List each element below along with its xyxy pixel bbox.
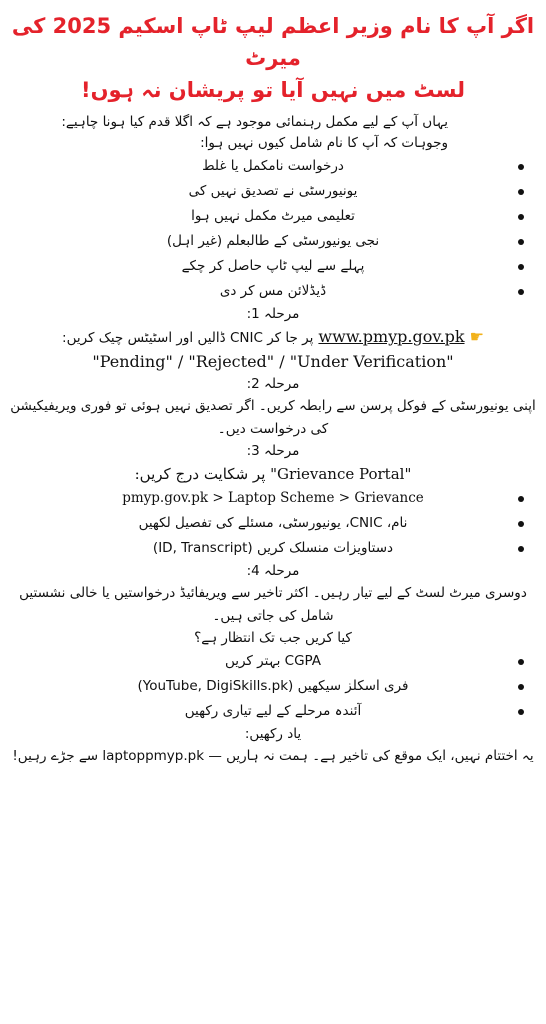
list-item [6,649,540,674]
grievance-list [6,486,540,561]
headline-line-1: اگر آپ کا نام وزیر اعظم لیپ ٹاپ اسکیم 2025 کی میرٹ [11,14,535,70]
bullet-icon [518,546,524,552]
step-4-heading: مرحلہ 4: [246,563,300,579]
list-item [6,699,540,724]
step-3-heading: مرحلہ 3: [246,443,300,459]
reason-text: یونیورسٹی نے تصدیق نہیں کی [188,183,358,199]
bullet-icon [518,239,524,245]
step-3-text: "Grievance Portal" پر شکایت درج کریں: [134,465,412,483]
step-4-text: دوسری میرٹ لسٹ کے لیے تیار رہیں۔ اکثر تاخیر سے ویریفائیڈ درخواستیں یا خالی نشستیں شامل کی جاتی ہیں۔ [19,585,527,624]
waiting-tips-list [6,649,540,724]
grievance-item: دستاویزات منسلک کریں (ID, Transcript) [152,540,394,556]
list-item [6,486,540,511]
bullet-icon [518,264,524,270]
tip-text: آئندہ مرحلے کے لیے تیاری رکھیں [184,703,362,719]
step-2-text: اپنی یونیورسٹی کے فوکل پرسن سے رابطہ کریں۔ اگر تصدیق نہیں ہوئی تو فوری ویریفیکیشن کی درخواست دیں۔ [10,398,536,437]
tip-text: فری اسکلز سیکھیں (YouTube, DigiSkills.pk) [137,678,409,694]
list-item [6,204,540,229]
step-1-heading: مرحلہ 1: [246,306,300,322]
headline [6,10,540,106]
bullet-icon [518,189,524,195]
intro-line-2: وجوہات کہ آپ کا نام شامل کیوں نہیں ہوا: [200,135,448,151]
list-item [6,674,540,699]
remember-heading: یاد رکھیں: [244,726,302,742]
reason-text: ڈیڈلائن مس کر دی [219,283,327,299]
reason-text: پہلے سے لیپ ٹاپ حاصل کر چکے [181,258,365,274]
reasons-list [6,154,540,304]
bullet-icon [518,709,524,715]
bullet-icon [518,289,524,295]
list-item [6,279,540,304]
bullet-icon [518,659,524,665]
step-2-heading: مرحلہ 2: [246,376,300,392]
list-item [6,254,540,279]
intro-line-1: یہاں آپ کے لیے مکمل رہنمائی موجود ہے کہ اگلا قدم کیا ہونا چاہیے: [61,114,448,130]
grievance-path: pmyp.gov.pk > Laptop Scheme > Grievance [122,490,424,506]
list-item [6,179,540,204]
bullet-icon [518,496,524,502]
list-item [6,154,540,179]
remember-text: یہ اختتام نہیں، ایک موقع کی تاخیر ہے۔ ہمت نہ ہاریں — laptoppmyp.pk سے جڑے رہیں! [12,748,534,764]
bullet-icon [518,164,524,170]
step-4-question: کیا کریں جب تک انتظار ہے؟ [194,630,352,646]
tip-text: CGPA بہتر کریں [224,653,322,669]
pmyp-website-link[interactable]: www.pmyp.gov.pk [318,327,465,346]
step-1-text: پر جا کر CNIC ڈالیں اور اسٹیٹس چیک کریں: [62,330,314,346]
bullet-icon [518,521,524,527]
list-item [6,229,540,254]
bullet-icon [518,214,524,220]
pointing-hand-icon: ☛ [469,327,484,346]
reason-text: درخواست نامکمل یا غلط [202,158,344,174]
reason-text: نجی یونیورسٹی کے طالبعلم (غیر اہل) [166,233,380,249]
grievance-item: نام، CNIC، یونیورسٹی، مسئلے کی تفصیل لکھیں [138,515,408,531]
status-options: "Pending" / "Rejected" / "Under Verification" [92,352,454,371]
list-item [6,511,540,536]
bullet-icon [518,684,524,690]
reason-text: تعلیمی میرٹ مکمل نہیں ہوا [191,208,355,224]
step-1-instruction [6,325,540,350]
list-item [6,536,540,561]
headline-line-2: لسٹ میں نہیں آیا تو پریشان نہ ہوں! [81,78,465,102]
